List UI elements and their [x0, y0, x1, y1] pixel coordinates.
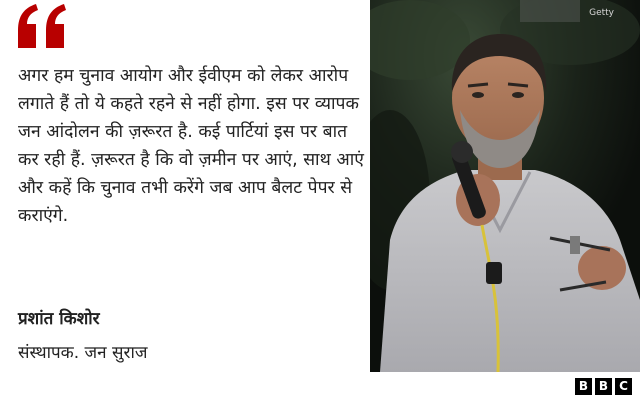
speaker-title: संस्थापक. जन सुराज	[18, 343, 148, 363]
photo-credit: Getty	[589, 8, 614, 18]
speaker-photo-image	[370, 0, 640, 372]
bbc-logo-letter: C	[615, 378, 632, 395]
quote-text: अगर हम चुनाव आयोग और ईवीएम को लेकर आरोप लगाते हैं तो ये कहते रहने से नहीं होगा. इस पर व्यापक जन आंदोलन की ज़रूरत है. कई पार्टियां इस पर बात कर रही हैं. ज़रूरत है कि वो ज़मीन पर आएं, साथ आएं और कहें कि चुनाव तभी करेंगे जब आप बैलट पेपर से कराएंगे.	[18, 66, 364, 226]
bbc-logo	[575, 378, 632, 395]
speaker-name: प्रशांत किशोर	[18, 309, 100, 329]
footer-bar	[0, 372, 640, 400]
bbc-logo-letter: B	[575, 378, 592, 395]
bbc-logo-letter: B	[595, 378, 612, 395]
speaker-photo	[370, 0, 640, 372]
quote-open-icon	[14, 2, 70, 50]
